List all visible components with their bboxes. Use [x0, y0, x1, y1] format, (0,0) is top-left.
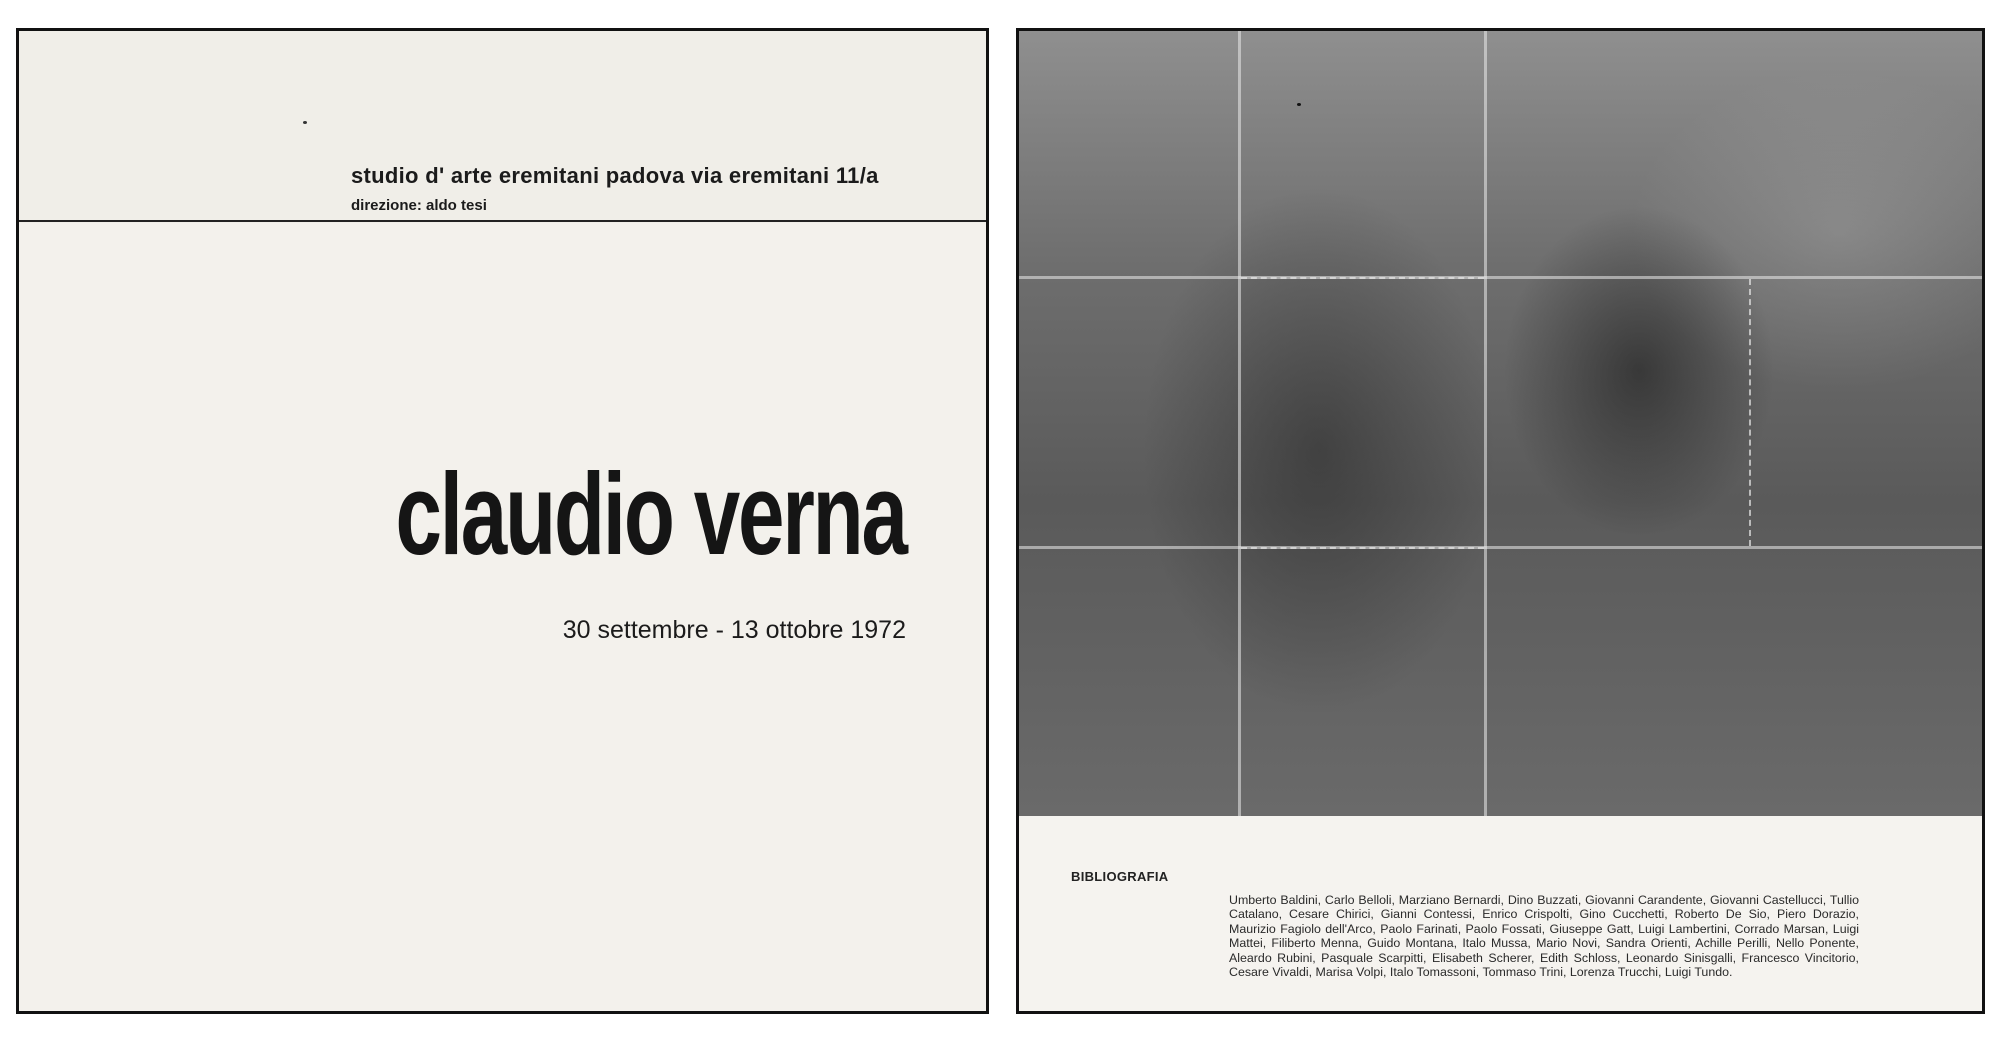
stitch-line	[1241, 547, 1484, 549]
stitch-line	[1241, 277, 1484, 279]
header-band	[19, 31, 986, 223]
header-rule	[19, 220, 986, 222]
catalogue-inner-page	[1016, 28, 1985, 1014]
bibliography-title: BIBLIOGRAFIA	[1071, 869, 1169, 884]
fold-line	[1019, 276, 1982, 279]
gallery-address: studio d' arte eremitani padova via eremitani 11/a	[351, 163, 879, 188]
artist-name: claudio verna	[395, 449, 906, 579]
bibliography-text: Umberto Baldini, Carlo Belloli, Marziano Bernardi, Dino Buzzati, Giovanni Carandente, Giovanni Castellucci, Tullio Catalano, Cesare Chirici, Gianni Contessi, Enrico Crispolti, Gino Cucchetti, Roberto De Sio, Piero Dorazio, Maurizio Fagiolo dell'Arco, Paolo Farinati, Paolo Fossati, Giuseppe Gatt, Luigi Lambertini, Corrado Marsan, Luigi Mattei, Filiberto Menna, Guido Montana, Italo Mussa, Mario Novi, Sandra Orienti, Achille Perilli, Nello Ponente, Aleardo Rubini, Pasquale Scarpitti, Elisabeth Scherer, Edith Schloss, Leonardo Sinisgalli, Francesco Vincitorio, Cesare Vivaldi, Marisa Volpi, Italo Tomassoni, Tommaso Trini, Lorenza Trucchi, Luigi Tundo.	[1229, 893, 1859, 980]
exhibition-dates: 30 settembre - 13 ottobre 1972	[562, 616, 906, 644]
fold-line	[1019, 546, 1982, 549]
fold-line	[1484, 31, 1487, 816]
paper-speck	[1297, 103, 1301, 106]
paper-speck	[303, 121, 307, 124]
artwork-reproduction	[1019, 31, 1982, 816]
gallery-direction: direzione: aldo tesi	[351, 197, 487, 214]
catalogue-cover-page	[16, 28, 989, 1014]
fold-line	[1238, 31, 1241, 816]
stitch-line	[1749, 279, 1751, 546]
